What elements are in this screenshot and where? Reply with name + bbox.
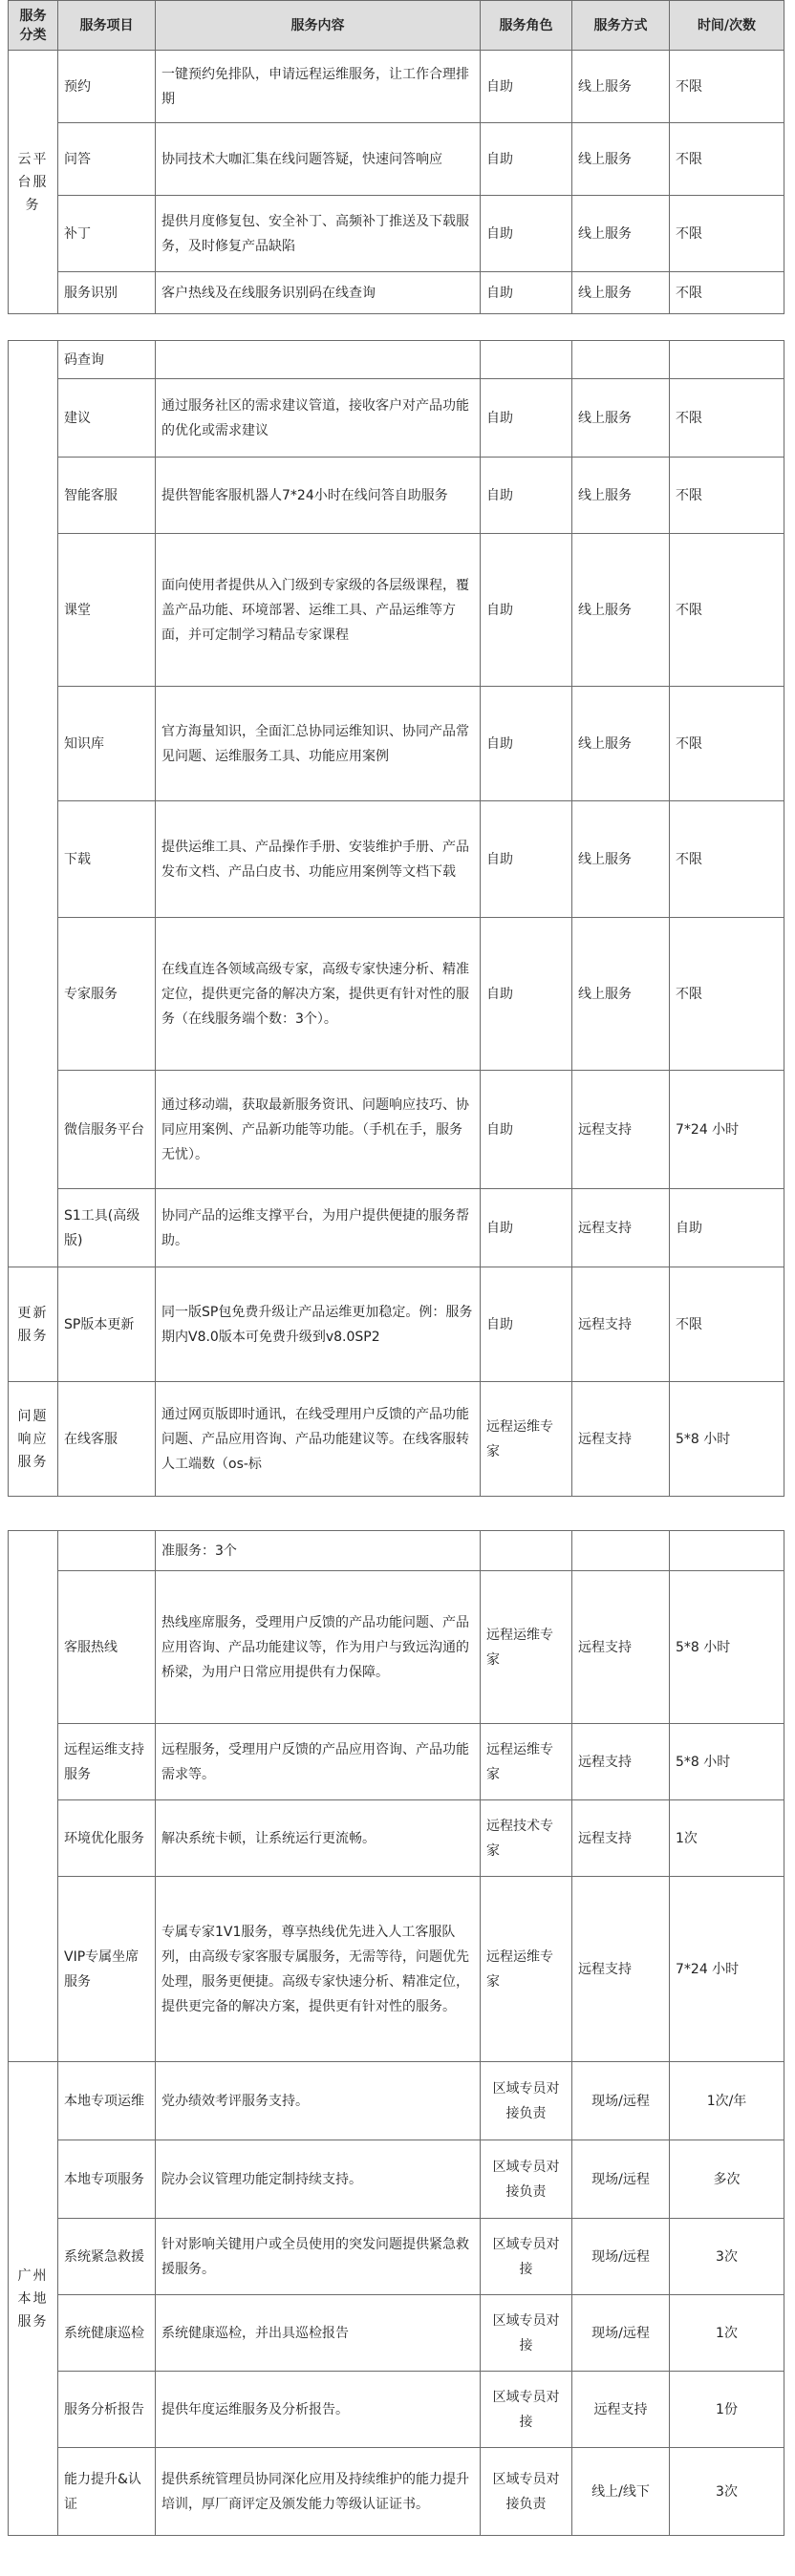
role-cell: 自助 [481, 196, 572, 272]
role-cell: 自助 [481, 458, 572, 534]
role-cell: 远程运维专家 [481, 1571, 572, 1724]
frequency-cell: 3次 [670, 2448, 784, 2536]
role-cell: 区域专员对接 [481, 2372, 572, 2448]
header-frequency: 时间/次数 [670, 1, 784, 51]
item-cell: 课堂 [58, 534, 156, 687]
method-cell: 远程支持 [572, 1382, 670, 1497]
table-row [9, 379, 784, 458]
table-block-1 [8, 0, 784, 314]
role-cell: 自助 [481, 801, 572, 918]
table-row [9, 1531, 784, 1571]
item-cell: 微信服务平台 [58, 1071, 156, 1189]
table-row [9, 123, 784, 196]
item-cell: 补丁 [58, 196, 156, 272]
content-cell: 通过网页版即时通讯，在线受理用户反馈的产品功能问题、产品应用咨询、产品功能建议等。在线客服转人工端数（os-标 [156, 1382, 481, 1497]
frequency-cell [670, 1531, 784, 1571]
table-row [9, 272, 784, 314]
method-cell: 线上服务 [572, 918, 670, 1071]
role-cell: 自助 [481, 1267, 572, 1382]
item-cell: 环境优化服务 [58, 1800, 156, 1877]
frequency-cell: 不限 [670, 1267, 784, 1382]
item-cell: 能力提升&认证 [58, 2448, 156, 2536]
item-cell: 预约 [58, 51, 156, 123]
frequency-cell: 不限 [670, 918, 784, 1071]
category-cell: 广州本地服务 [9, 2062, 58, 2536]
role-cell: 自助 [481, 918, 572, 1071]
content-cell: 解决系统卡顿，让系统运行更流畅。 [156, 1800, 481, 1877]
frequency-cell: 5*8 小时 [670, 1571, 784, 1724]
category-cell: 问题响应服务 [9, 1382, 58, 1497]
table-row [9, 1800, 784, 1877]
role-cell: 自助 [481, 272, 572, 314]
frequency-cell: 1次 [670, 1800, 784, 1877]
content-cell: 提供系统管理员协同深化应用及持续维护的能力提升培训，厚厂商评定及颁发能力等级认证证书。 [156, 2448, 481, 2536]
item-cell: 专家服务 [58, 918, 156, 1071]
role-cell: 区域专员对接负责 [481, 2140, 572, 2219]
frequency-cell: 5*8 小时 [670, 1724, 784, 1800]
method-cell [572, 1531, 670, 1571]
content-cell: 协同技术大咖汇集在线问题答疑，快速问答响应 [156, 123, 481, 196]
frequency-cell: 7*24 小时 [670, 1071, 784, 1189]
method-cell: 远程支持 [572, 1189, 670, 1267]
category-cell [9, 1531, 58, 2062]
role-cell: 远程运维专家 [481, 1382, 572, 1497]
frequency-cell: 5*8 小时 [670, 1382, 784, 1497]
table-row [9, 2372, 784, 2448]
role-cell: 远程运维专家 [481, 1724, 572, 1800]
category-cell [9, 341, 58, 1267]
category-cell: 云平台服务 [9, 51, 58, 314]
item-cell: SP版本更新 [58, 1267, 156, 1382]
role-cell: 区域专员对接 [481, 2219, 572, 2295]
item-cell: VIP专属坐席服务 [58, 1877, 156, 2062]
role-cell: 区域专员对接 [481, 2295, 572, 2372]
method-cell: 远程支持 [572, 1571, 670, 1724]
role-cell: 自助 [481, 1071, 572, 1189]
method-cell: 线上服务 [572, 196, 670, 272]
item-cell: 服务识别 [58, 272, 156, 314]
table-header-row [9, 1, 784, 51]
content-cell: 党办绩效考评服务支持。 [156, 2062, 481, 2140]
method-cell: 现场/远程 [572, 2140, 670, 2219]
service-table-2 [8, 340, 784, 1497]
content-cell: 提供月度修复包、安全补丁、高频补丁推送及下载服务，及时修复产品缺陷 [156, 196, 481, 272]
table-row [9, 687, 784, 801]
role-cell [481, 341, 572, 379]
service-table-1 [8, 0, 784, 314]
content-cell: 专属专家1V1服务，尊享热线优先进入人工客服队列，由高级专家客服专属服务，无需等待，问题优先处理，服务更便捷。高级专家快速分析、精准定位，提供更完备的解决方案，提供更有针对性的服务。 [156, 1877, 481, 2062]
table-row [9, 458, 784, 534]
method-cell [572, 341, 670, 379]
frequency-cell: 不限 [670, 123, 784, 196]
table-row [9, 1724, 784, 1800]
item-cell: S1工具(高级版) [58, 1189, 156, 1267]
header-role: 服务角色 [481, 1, 572, 51]
item-cell: 问答 [58, 123, 156, 196]
role-cell: 远程运维专家 [481, 1877, 572, 2062]
item-cell [58, 1531, 156, 1571]
header-method: 服务方式 [572, 1, 670, 51]
content-cell: 在线直连各领域高级专家，高级专家快速分析、精准定位，提供更完备的解决方案，提供更有针对性的服务（在线服务端个数：3个）。 [156, 918, 481, 1071]
item-cell: 远程运维支持服务 [58, 1724, 156, 1800]
item-cell: 本地专项运维 [58, 2062, 156, 2140]
table-row [9, 2062, 784, 2140]
table-row [9, 801, 784, 918]
frequency-cell: 1份 [670, 2372, 784, 2448]
frequency-cell: 自助 [670, 1189, 784, 1267]
method-cell: 现场/远程 [572, 2062, 670, 2140]
item-cell: 客服热线 [58, 1571, 156, 1724]
table-row [9, 341, 784, 379]
method-cell: 远程支持 [572, 2372, 670, 2448]
content-cell: 院办会议管理功能定制持续支持。 [156, 2140, 481, 2219]
role-cell: 区域专员对接负责 [481, 2062, 572, 2140]
method-cell: 线上服务 [572, 458, 670, 534]
role-cell [481, 1531, 572, 1571]
table-row [9, 2448, 784, 2536]
table-row [9, 1267, 784, 1382]
item-cell: 在线客服 [58, 1382, 156, 1497]
method-cell: 远程支持 [572, 1267, 670, 1382]
content-cell: 客户热线及在线服务识别码在线查询 [156, 272, 481, 314]
content-cell: 系统健康巡检，并出具巡检报告 [156, 2295, 481, 2372]
table-row [9, 918, 784, 1071]
service-table-3 [8, 1530, 784, 2536]
role-cell: 自助 [481, 687, 572, 801]
method-cell: 现场/远程 [572, 2295, 670, 2372]
table-row [9, 1071, 784, 1189]
content-cell: 面向使用者提供从入门级到专家级的各层级课程，覆盖产品功能、环境部署、运维工具、产品运维等方面，并可定制学习精品专家课程 [156, 534, 481, 687]
table-row [9, 2295, 784, 2372]
method-cell: 线上服务 [572, 272, 670, 314]
table-block-2 [8, 340, 784, 1497]
role-cell: 自助 [481, 534, 572, 687]
method-cell: 线上服务 [572, 379, 670, 458]
item-cell: 系统紧急救援 [58, 2219, 156, 2295]
role-cell: 自助 [481, 1189, 572, 1267]
role-cell: 自助 [481, 51, 572, 123]
method-cell: 远程支持 [572, 1071, 670, 1189]
content-cell: 提供智能客服机器人7*24小时在线问答自助服务 [156, 458, 481, 534]
content-cell: 一键预约免排队，申请远程运维服务，让工作合理排期 [156, 51, 481, 123]
method-cell: 远程支持 [572, 1724, 670, 1800]
table-row [9, 1189, 784, 1267]
frequency-cell: 7*24 小时 [670, 1877, 784, 2062]
content-cell: 提供年度运维服务及分析报告。 [156, 2372, 481, 2448]
role-cell: 远程技术专家 [481, 1800, 572, 1877]
content-cell: 热线座席服务，受理用户反馈的产品功能问题、产品应用咨询、产品功能建议等，作为用户与致远沟通的桥梁，为用户日常应用提供有力保障。 [156, 1571, 481, 1724]
role-cell: 自助 [481, 379, 572, 458]
frequency-cell: 3次 [670, 2219, 784, 2295]
frequency-cell: 不限 [670, 458, 784, 534]
frequency-cell: 不限 [670, 272, 784, 314]
method-cell: 线上服务 [572, 801, 670, 918]
table-row [9, 1877, 784, 2062]
content-cell: 同一版SP包免费升级让产品运维更加稳定。例：服务期内V8.0版本可免费升级到v8.0SP2 [156, 1267, 481, 1382]
frequency-cell: 不限 [670, 379, 784, 458]
header-content: 服务内容 [156, 1, 481, 51]
frequency-cell [670, 341, 784, 379]
content-cell: 提供运维工具、产品操作手册、安装维护手册、产品发布文档、产品白皮书、功能应用案例等文档下载 [156, 801, 481, 918]
item-cell: 服务分析报告 [58, 2372, 156, 2448]
frequency-cell: 1次 [670, 2295, 784, 2372]
frequency-cell: 不限 [670, 534, 784, 687]
item-cell: 系统健康巡检 [58, 2295, 156, 2372]
content-cell: 远程服务，受理用户反馈的产品应用咨询、产品功能需求等。 [156, 1724, 481, 1800]
frequency-cell: 不限 [670, 51, 784, 123]
table-row [9, 2219, 784, 2295]
content-cell [156, 341, 481, 379]
table-row [9, 534, 784, 687]
item-cell: 下载 [58, 801, 156, 918]
header-item: 服务项目 [58, 1, 156, 51]
item-cell: 智能客服 [58, 458, 156, 534]
table-row [9, 1571, 784, 1724]
method-cell: 现场/远程 [572, 2219, 670, 2295]
frequency-cell: 1次/年 [670, 2062, 784, 2140]
content-cell: 协同产品的运维支撑平台，为用户提供便捷的服务帮助。 [156, 1189, 481, 1267]
frequency-cell: 不限 [670, 687, 784, 801]
frequency-cell: 不限 [670, 801, 784, 918]
role-cell: 自助 [481, 123, 572, 196]
method-cell: 线上/线下 [572, 2448, 670, 2536]
item-cell: 码查询 [58, 341, 156, 379]
role-cell: 区域专员对接负责 [481, 2448, 572, 2536]
method-cell: 线上服务 [572, 123, 670, 196]
item-cell: 本地专项服务 [58, 2140, 156, 2219]
content-cell: 通过移动端，获取最新服务资讯、问题响应技巧、协同应用案例、产品新功能等功能。（手机在手，服务无忧）。 [156, 1071, 481, 1189]
table-row [9, 51, 784, 123]
content-cell: 准服务：3个 [156, 1531, 481, 1571]
content-cell: 官方海量知识，全面汇总协同运维知识、协同产品常见问题、运维服务工具、功能应用案例 [156, 687, 481, 801]
method-cell: 线上服务 [572, 534, 670, 687]
table-row [9, 1382, 784, 1497]
content-cell: 针对影响关键用户或全员使用的突发问题提供紧急救援服务。 [156, 2219, 481, 2295]
method-cell: 远程支持 [572, 1877, 670, 2062]
header-category: 服务分类 [9, 1, 58, 51]
category-cell: 更新服务 [9, 1267, 58, 1382]
table-block-3 [8, 1530, 784, 2536]
table-row [9, 196, 784, 272]
method-cell: 线上服务 [572, 51, 670, 123]
method-cell: 线上服务 [572, 687, 670, 801]
content-cell: 通过服务社区的需求建议管道，接收客户对产品功能的优化或需求建议 [156, 379, 481, 458]
item-cell: 知识库 [58, 687, 156, 801]
method-cell: 远程支持 [572, 1800, 670, 1877]
item-cell: 建议 [58, 379, 156, 458]
frequency-cell: 不限 [670, 196, 784, 272]
table-row [9, 2140, 784, 2219]
frequency-cell: 多次 [670, 2140, 784, 2219]
